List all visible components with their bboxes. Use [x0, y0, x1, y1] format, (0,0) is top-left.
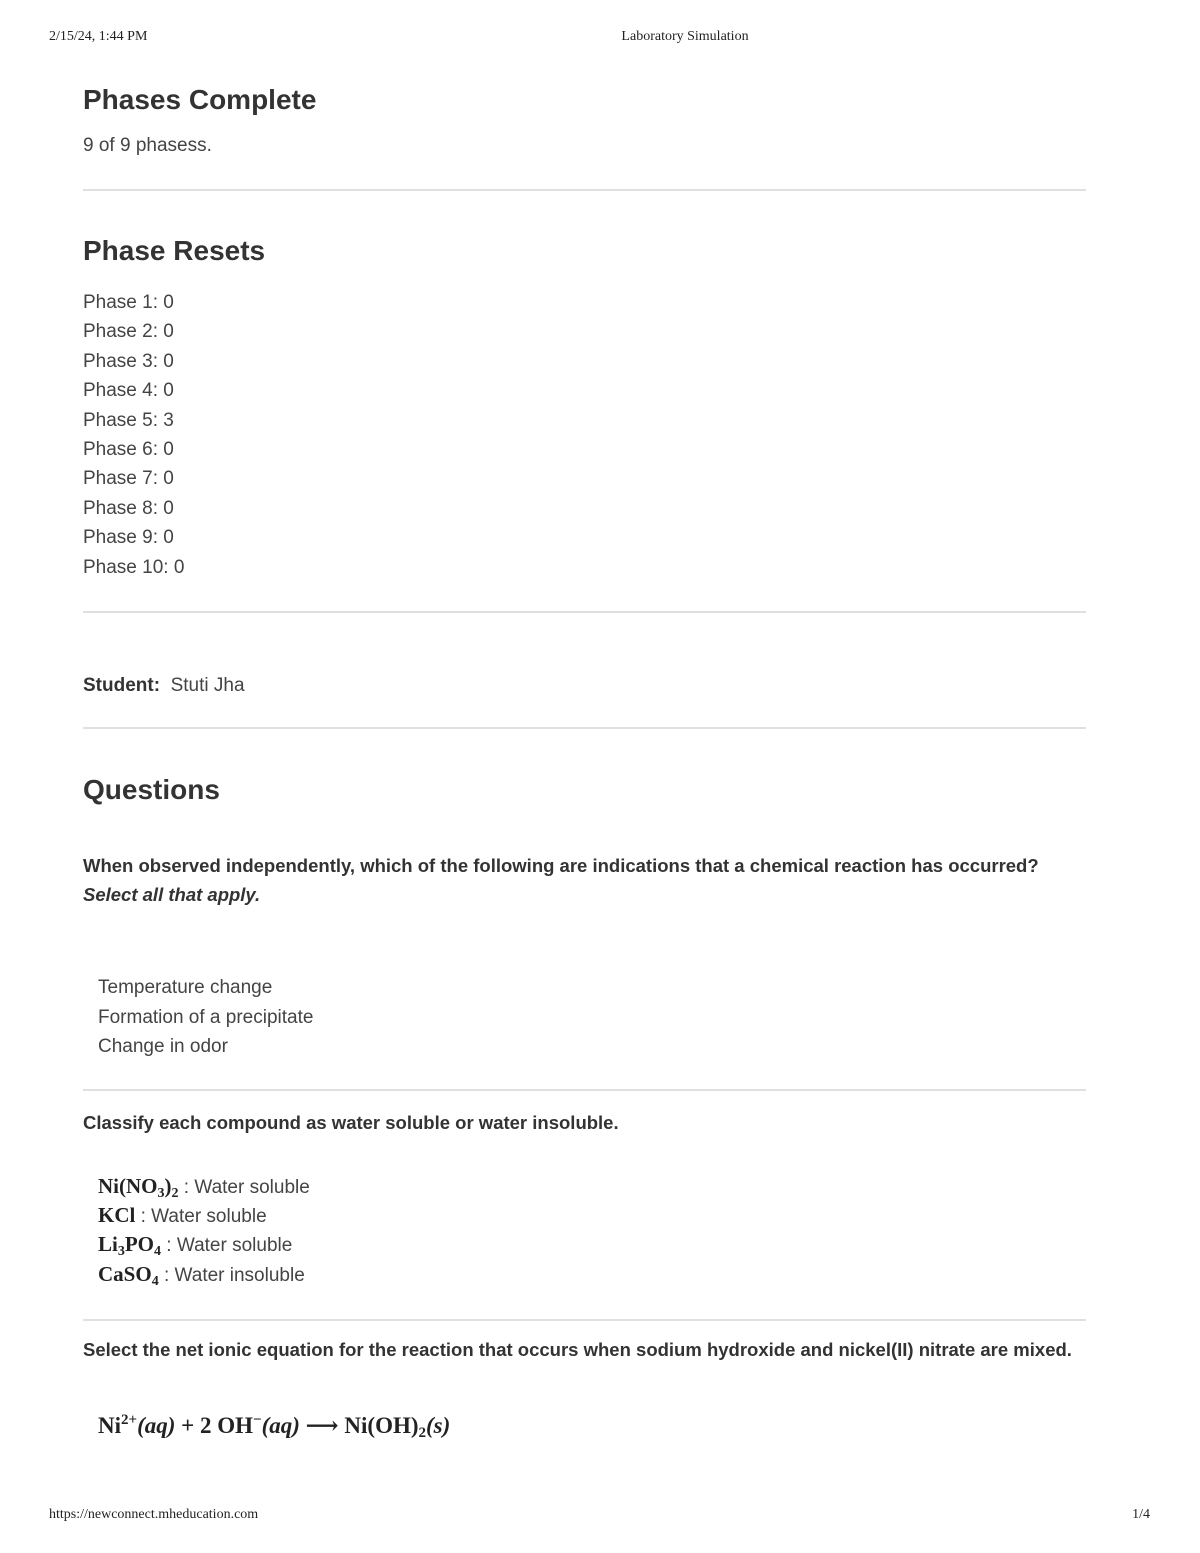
- compound-formula: [98, 1203, 135, 1227]
- eq-hydroxide: + 2 OH: [175, 1413, 254, 1438]
- phase-reset-item: Phase 6: 0: [83, 438, 174, 460]
- answer-option: Temperature change: [98, 977, 273, 998]
- formula-part: Ni(NO: [98, 1174, 158, 1198]
- print-page-number: 1/4: [1132, 1507, 1150, 1522]
- print-title: Laboratory Simulation: [621, 29, 749, 44]
- questions-heading: Questions: [83, 774, 220, 805]
- classification-row: [98, 1201, 310, 1230]
- print-datetime: 2/15/24, 1:44 PM: [49, 29, 148, 44]
- eq-product-subscript: 2: [418, 1425, 427, 1441]
- question-1-prompt: When observed independently, which of the following are indications that a chemical reaction has occurred?: [83, 855, 1039, 876]
- question-1-answers: [98, 973, 313, 1062]
- divider: [83, 611, 1086, 613]
- phase-reset-item: Phase 9: 0: [83, 527, 174, 549]
- classification-row: [98, 1230, 310, 1259]
- phase-resets-heading: Phase Resets: [83, 235, 266, 266]
- eq-product: Ni(OH): [344, 1413, 419, 1438]
- eq-charge-nickel: 2+: [121, 1412, 138, 1428]
- formula-part: ): [164, 1174, 172, 1198]
- print-footer: [0, 1507, 1200, 1527]
- compound-formula: [98, 1232, 162, 1260]
- eq-arrow: ⟶: [299, 1413, 345, 1438]
- formula-part: KCl: [98, 1203, 136, 1228]
- compound-formula: [98, 1174, 179, 1201]
- divider: [83, 1089, 1086, 1091]
- answer-option: Change in odor: [98, 1036, 228, 1058]
- student-name: Stuti Jha: [170, 675, 245, 696]
- formula-part: PO: [124, 1232, 155, 1257]
- eq-state-aq: (aq): [261, 1413, 300, 1438]
- formula-part: Li: [98, 1232, 118, 1257]
- print-url[interactable]: https://newconnect.mheducation.com: [49, 1507, 259, 1522]
- formula-part: 4: [151, 1273, 159, 1289]
- divider: [83, 1319, 1086, 1321]
- classification-row: [98, 1172, 310, 1201]
- phases-complete-heading: Phases Complete: [83, 84, 317, 115]
- eq-nickel: Ni: [98, 1413, 121, 1438]
- phase-resets-list: [83, 288, 184, 582]
- solubility-result: : Water soluble: [161, 1235, 293, 1257]
- formula-part: 2: [171, 1186, 179, 1201]
- phase-reset-item: Phase 4: 0: [83, 380, 174, 402]
- formula-part: 4: [154, 1244, 162, 1260]
- eq-charge-hydroxide: −: [253, 1412, 262, 1428]
- eq-state-aq: (aq): [137, 1413, 176, 1438]
- answer-option: Formation of a precipitate: [98, 1006, 314, 1028]
- student-line: [83, 671, 245, 700]
- phase-reset-item: Phase 10: 0: [83, 556, 185, 578]
- divider: [83, 727, 1086, 729]
- phase-reset-item: Phase 3: 0: [83, 350, 174, 372]
- solubility-result: : Water soluble: [135, 1206, 267, 1228]
- phase-reset-item: Phase 2: 0: [83, 321, 174, 343]
- net-ionic-equation: [98, 1412, 450, 1439]
- eq-state-solid: (s): [426, 1413, 451, 1438]
- print-header: [0, 29, 1200, 49]
- compound-formula: [98, 1261, 159, 1289]
- formula-part: 3: [117, 1244, 125, 1260]
- solubility-result: : Water soluble: [178, 1177, 310, 1198]
- divider: [83, 189, 1086, 191]
- formula-part: 3: [157, 1186, 165, 1201]
- question-2-prompt: Classify each compound as water soluble or water insoluble.: [83, 1112, 619, 1133]
- classification-row: [98, 1260, 310, 1289]
- student-label: Student:: [83, 675, 161, 696]
- question-3-prompt: Select the net ionic equation for the reaction that occurs when sodium hydroxide and nickel(II) nitrate are mixed.: [83, 1339, 1072, 1360]
- phase-reset-item: Phase 1: 0: [83, 292, 174, 313]
- formula-part: CaSO: [98, 1261, 152, 1286]
- phase-reset-item: Phase 8: 0: [83, 497, 174, 519]
- question-1: [83, 851, 1073, 909]
- solubility-result: : Water insoluble: [158, 1264, 305, 1286]
- question-2-answers: [98, 1172, 310, 1289]
- question-1-instruction: Select all that apply.: [83, 884, 261, 905]
- phases-complete-text: 9 of 9 phasess.: [83, 135, 212, 156]
- phase-reset-item: Phase 7: 0: [83, 468, 174, 490]
- phase-reset-item: Phase 5: 3: [83, 409, 174, 431]
